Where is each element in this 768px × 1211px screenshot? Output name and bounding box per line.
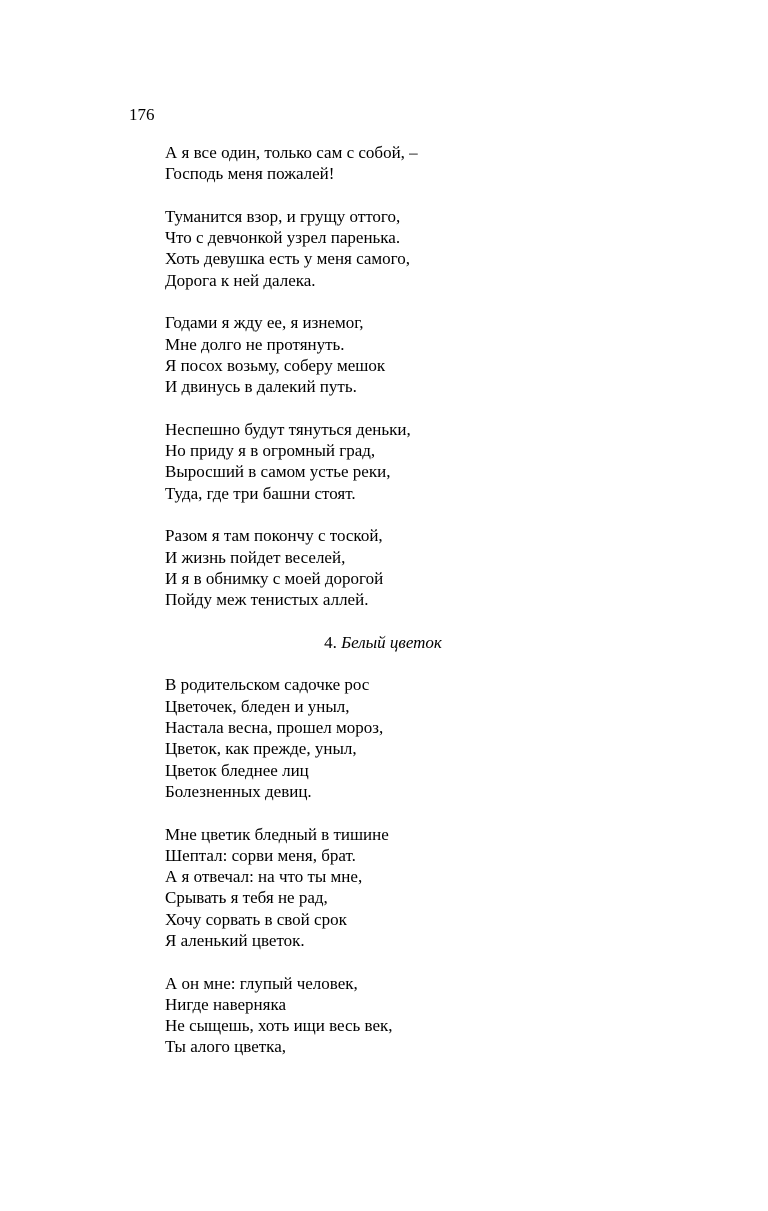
poem-line: А я отвечал: на что ты мне, [165, 867, 363, 887]
poem-line: Цветок, как прежде, уныл, [165, 739, 357, 759]
stanza [165, 525, 665, 610]
poem-line: Мне долго не протянуть. [165, 334, 345, 354]
poem-line: Туда, где три башни стоят. [165, 483, 356, 503]
poem-text [165, 142, 665, 1079]
stanza [165, 206, 665, 291]
poem-line: Хочу сорвать в свой срок [165, 909, 347, 929]
poem-line: Неспешно будут тянуться деньки, [165, 419, 411, 439]
poem-line: Цветок бледнее лиц [165, 760, 309, 780]
poem-line: А он мне: глупый человек, [165, 973, 358, 993]
poem-line: Туманится взор, и грущу оттого, [165, 206, 401, 226]
poem-line: Дорога к ней далека. [165, 270, 316, 290]
poem-line: Хоть девушка есть у меня самого, [165, 249, 410, 269]
poem-line: Господь меня пожалей! [165, 164, 335, 184]
poem-line: Что с девчонкой узрел паренька. [165, 228, 401, 248]
poem-line: Цветочек, бледен и уныл, [165, 696, 350, 716]
stanza [165, 674, 665, 802]
poem-line: Годами я жду ее, я изнемог, [165, 313, 364, 333]
poem-line: Настала весна, прошел мороз, [165, 718, 384, 738]
poem-line: Пойду меж тенистых аллей. [165, 590, 369, 610]
section-number: 4. [324, 632, 342, 652]
poem-line: И я в обнимку с моей дорогой [165, 568, 384, 588]
stanza [165, 312, 665, 397]
poem-line: И жизнь пойдет веселей, [165, 547, 346, 567]
poem-line: Болезненных девиц. [165, 781, 312, 801]
page-number: 176 [129, 105, 155, 124]
poem-line: Нигде наверняка [165, 994, 287, 1014]
stanza [165, 142, 665, 185]
poem-line: Шептал: сорви меня, брат. [165, 845, 356, 865]
poem-line: Выросший в самом устье реки, [165, 462, 391, 482]
poem-line: Но приду я в огромный град, [165, 441, 376, 461]
poem-line: А я все один, только сам с собой, – [165, 143, 418, 162]
stanza [165, 419, 665, 504]
poem-line: Не сыщешь, хоть ищи весь век, [165, 1016, 393, 1036]
poem-line: Мне цветик бледный в тишине [165, 824, 389, 844]
section-heading [165, 632, 601, 653]
poem-line: Я посох возьму, соберу мешок [165, 355, 386, 375]
poem-line: В родительском садочке рос [165, 675, 370, 695]
poem-line: Срывать я тебя не рад, [165, 888, 328, 908]
stanza [165, 824, 665, 952]
section-title: Белый цветок [341, 632, 442, 652]
stanza [165, 973, 665, 1058]
poem-line: И двинусь в далекий путь. [165, 377, 357, 397]
poem-line: Ты алого цветка, [165, 1037, 286, 1057]
poem-line: Разом я там покончу с тоской, [165, 526, 383, 546]
poem-line: Я аленький цветок. [165, 930, 305, 950]
